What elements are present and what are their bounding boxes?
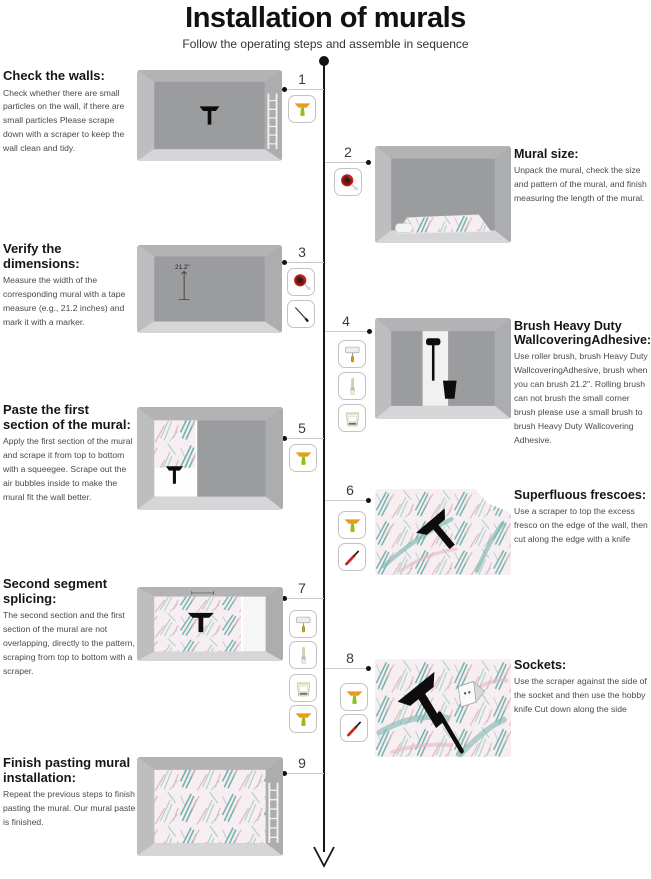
step-body: The second section and the first section of the mural are not overlapping, directly to the pattern, scraping from top to bottom with a scraper. xyxy=(3,610,135,676)
step-1-text xyxy=(3,69,134,156)
step-heading: Check the walls: xyxy=(3,68,105,83)
step-body: Use a scraper to top the excess fresco on the edge of the wall, then cut along the edge with a knife xyxy=(514,506,648,544)
step-8-number: 8 xyxy=(346,650,354,666)
step-8-illustration xyxy=(375,659,511,757)
dimension-label: 21.2" xyxy=(175,263,190,271)
step-5-text xyxy=(3,403,136,505)
step-9-number: 9 xyxy=(298,755,306,771)
step-heading: Finish pasting mural installation: xyxy=(3,755,131,785)
roller-brush-icon xyxy=(338,340,366,368)
step-heading: Sockets: xyxy=(514,658,567,672)
step-1-number: 1 xyxy=(298,71,306,87)
page-title: Installation of murals xyxy=(185,2,466,34)
step-6-illustration xyxy=(375,489,511,575)
squeegee-icon xyxy=(288,95,316,123)
squeegee-icon xyxy=(338,511,366,539)
marker-pen-icon xyxy=(287,300,315,328)
step-9-connector xyxy=(285,773,324,774)
step-8-connector xyxy=(325,668,368,669)
step-7-connector xyxy=(285,598,324,599)
step-4-number: 4 xyxy=(342,313,350,329)
step-heading: Paste the first section of the mural: xyxy=(3,402,131,432)
step-4-text xyxy=(514,319,651,447)
step-heading: Mural size: xyxy=(514,147,579,161)
step-3-connector xyxy=(285,262,324,263)
step-4-connector xyxy=(325,331,369,332)
step-heading: Verify the dimensions: xyxy=(3,241,80,271)
step-5-number: 5 xyxy=(298,420,306,436)
step-7-number: 7 xyxy=(298,580,306,596)
small-brush-icon xyxy=(338,372,366,400)
step-4-connector-dot xyxy=(367,329,372,334)
step-body: Apply the first section of the mural and scrape it from top to bottom with a squeegee. Scrape out the air bubbles inside to make the mural fit the wall better. xyxy=(3,436,133,502)
step-7-text xyxy=(3,577,138,679)
page-subtitle: Follow the operating steps and assemble in sequence xyxy=(182,37,469,51)
step-body: Use the scraper against the side of the socket and then use the hobby knife Cut down along the side xyxy=(514,676,647,714)
timeline-arrow-icon xyxy=(311,844,337,870)
step-5-illustration xyxy=(137,407,283,510)
step-2-connector-dot xyxy=(366,160,371,165)
step-6-number: 6 xyxy=(346,482,354,498)
step-7-illustration xyxy=(137,587,283,661)
step-body: Use roller brush, brush Heavy Duty WallcoveringAdhesive, brush when you can brush 21.2". Rolling brush can not brush the small corner brush please use a small brush to brush Heavy Duty Wallcovering Adhesive. xyxy=(514,351,648,445)
step-body: Repeat the previous steps to finish pasting the mural. Our mural paste is finished. xyxy=(3,789,136,827)
step-8-text xyxy=(514,658,651,717)
squeegee-icon xyxy=(289,705,317,733)
step-2-number: 2 xyxy=(344,144,352,160)
step-3-illustration xyxy=(137,245,282,333)
step-body: Check whether there are small particles on the wall, if there are small particles Please scrape down with a scraper to keep the wall clean and tidy. xyxy=(3,87,125,154)
step-2-connector xyxy=(325,162,368,163)
step-3-connector-dot xyxy=(282,260,287,265)
step-8-connector-dot xyxy=(366,666,371,671)
step-2-illustration xyxy=(375,146,511,243)
tape-measure-icon xyxy=(334,168,362,196)
adhesive-bucket-icon xyxy=(338,404,366,432)
step-6-text xyxy=(514,488,651,547)
step-heading: Brush Heavy Duty WallcoveringAdhesive: xyxy=(514,319,651,347)
step-6-connector-dot xyxy=(366,498,371,503)
step-3-text xyxy=(3,242,134,330)
step-1-connector xyxy=(285,89,324,90)
step-5-connector xyxy=(285,438,324,439)
step-heading: Second segment splicing: xyxy=(3,576,108,606)
step-body: Unpack the mural, check the size and pattern of the mural, and finish measuring the length of the mural. xyxy=(514,165,647,203)
step-body: Measure the width of the corresponding mural with a tape measure (e.g., 21.2 inches) and mark it with a marker. xyxy=(3,275,126,327)
step-6-connector xyxy=(325,500,368,501)
step-heading: Superfluous frescoes: xyxy=(514,488,646,502)
step-1-illustration xyxy=(137,70,282,161)
tape-measure-icon xyxy=(287,268,315,296)
small-brush-icon xyxy=(289,641,317,669)
utility-knife-icon xyxy=(340,714,368,742)
squeegee-icon xyxy=(289,444,317,472)
step-9-illustration xyxy=(137,757,283,856)
step-3-number: 3 xyxy=(298,244,306,260)
step-2-text xyxy=(514,147,649,206)
squeegee-icon xyxy=(340,683,368,711)
step-1-connector-dot xyxy=(282,87,287,92)
step-9-text xyxy=(3,756,138,830)
step-4-illustration xyxy=(375,318,511,419)
adhesive-bucket-icon xyxy=(289,674,317,702)
roller-brush-icon xyxy=(289,610,317,638)
utility-knife-icon xyxy=(338,543,366,571)
timeline-line xyxy=(323,60,325,852)
